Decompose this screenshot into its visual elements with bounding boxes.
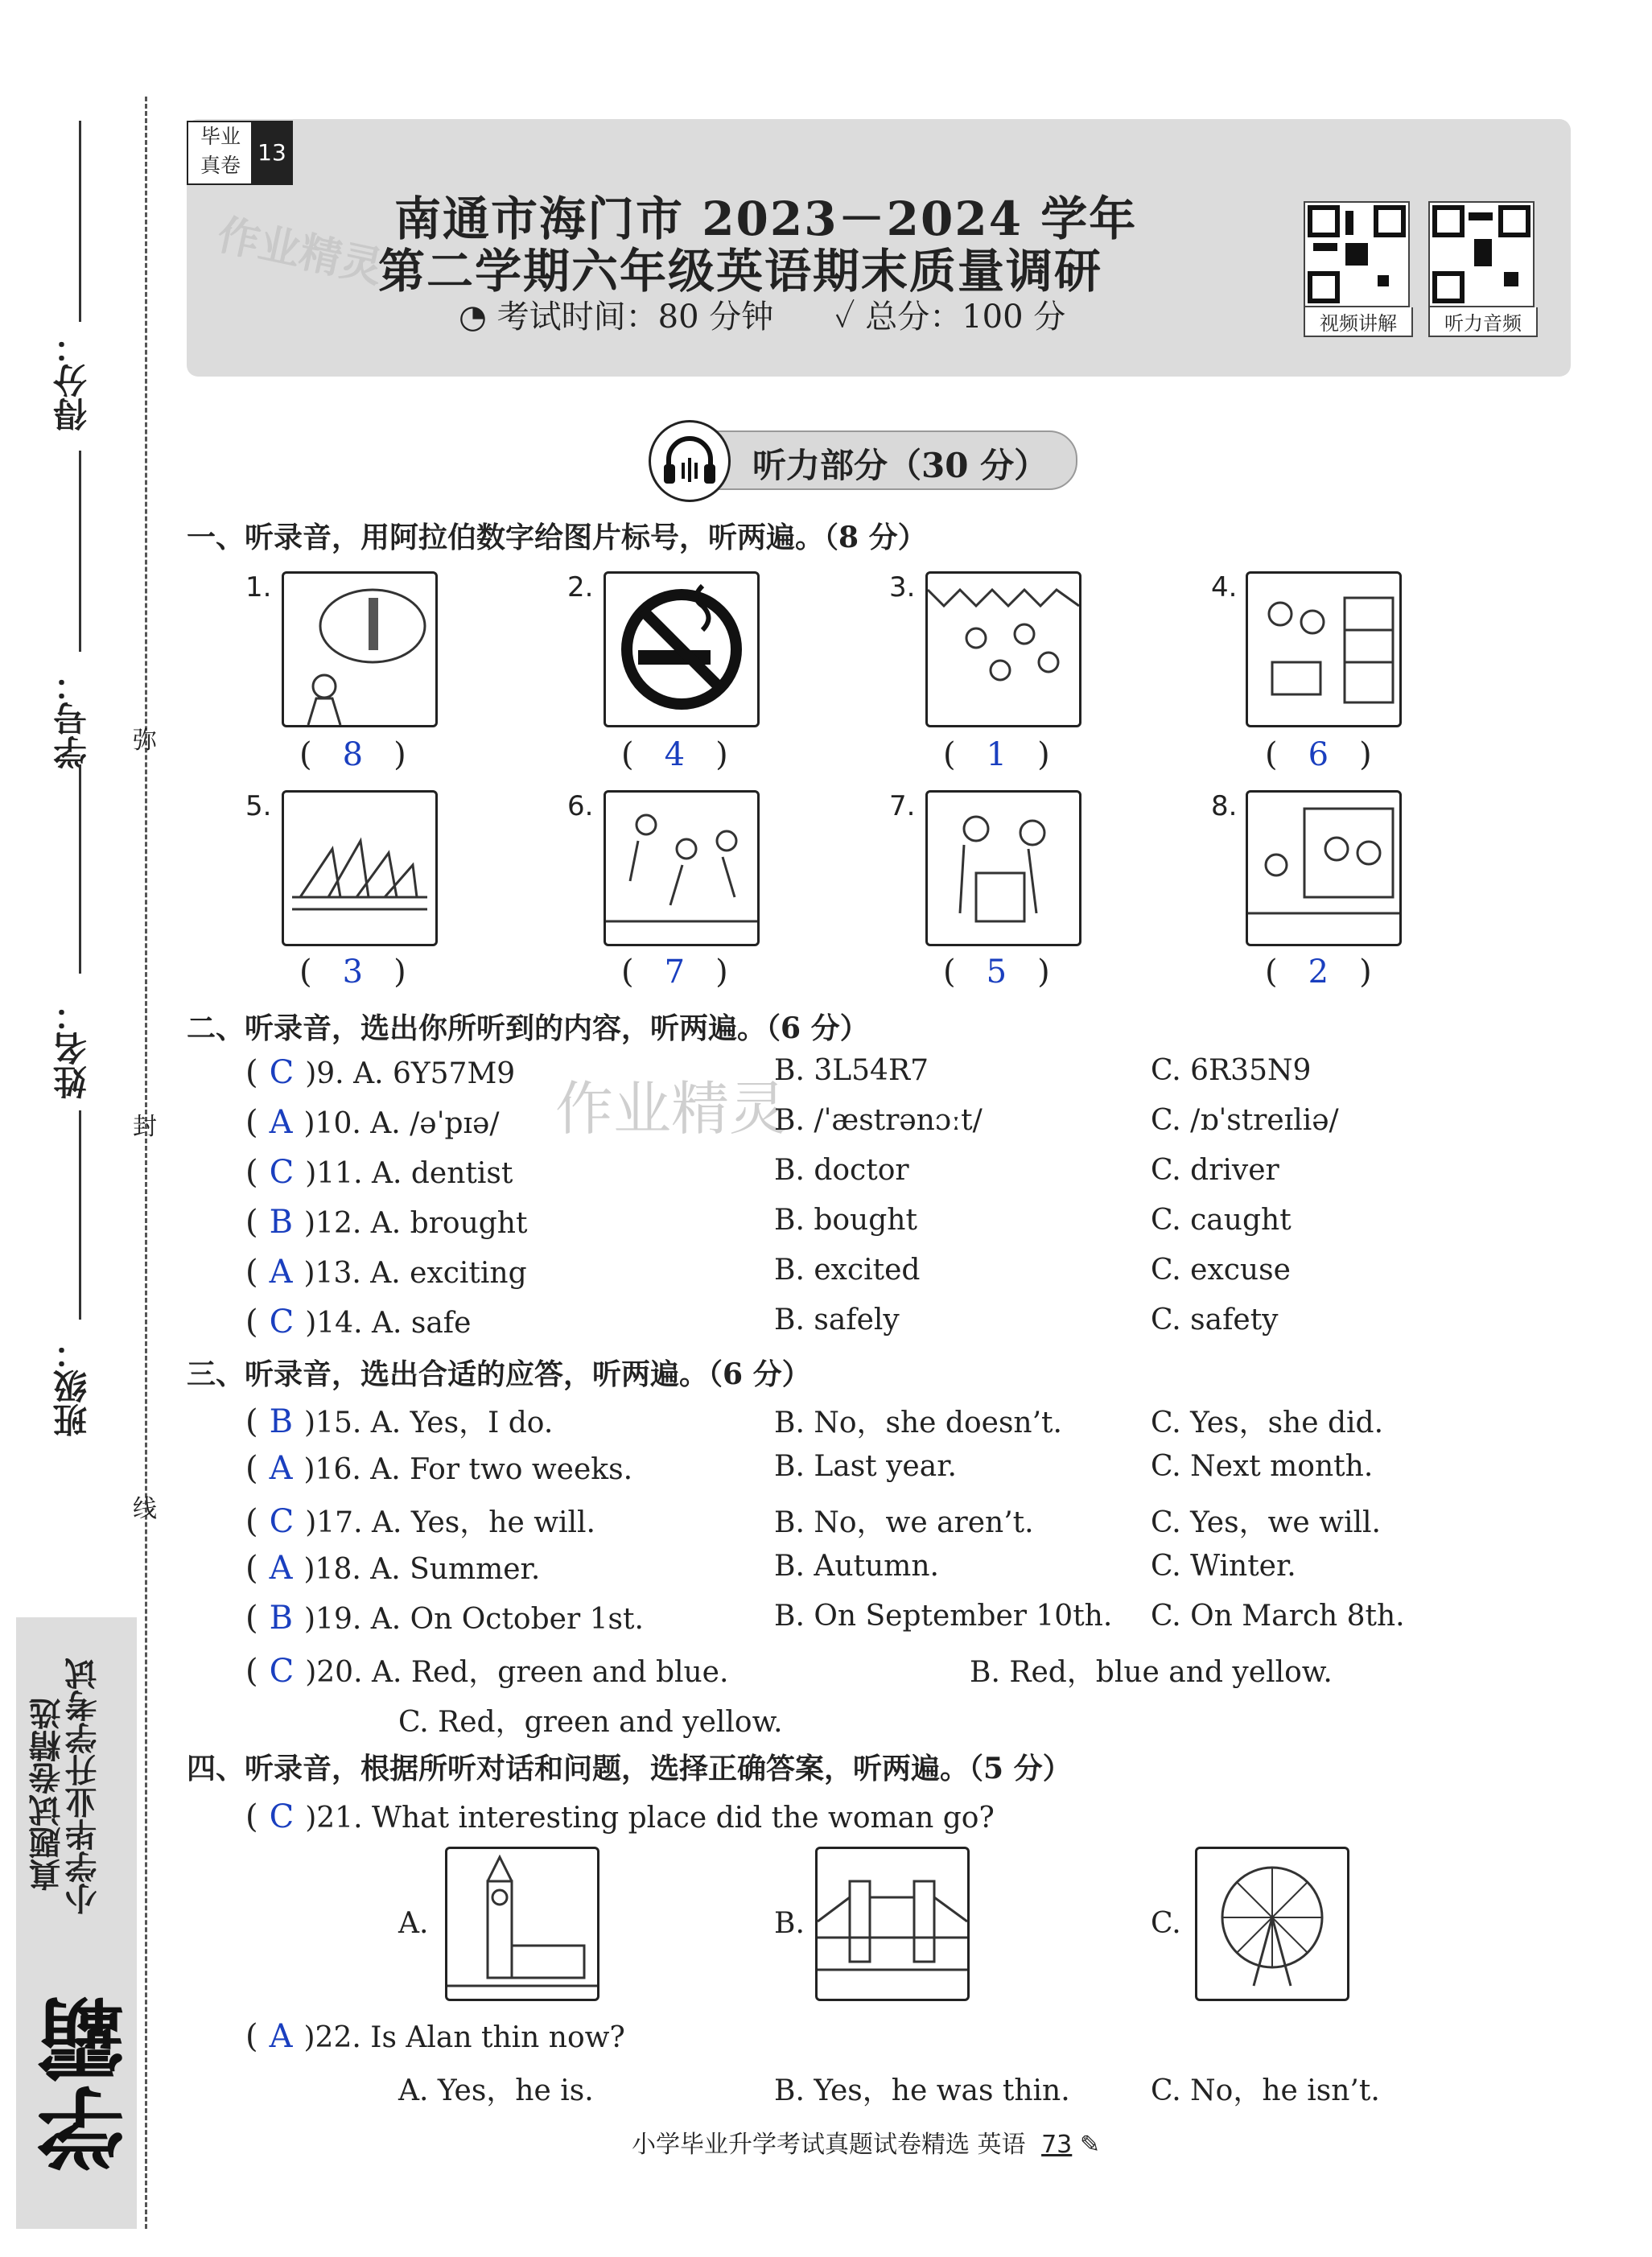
answer-value: A xyxy=(269,1254,293,1291)
class-label: 班级： xyxy=(52,1336,92,1437)
answer-value: B xyxy=(269,1403,294,1440)
option-b: B. Last year. xyxy=(774,1450,957,1483)
footer xyxy=(632,2124,1100,2160)
question-row: ( B )12. A. brought xyxy=(245,1204,528,1241)
answer-slot: ( 5 ) xyxy=(943,953,1050,991)
answer-value: C xyxy=(269,1054,295,1091)
option-c: C. caught xyxy=(1151,1204,1292,1237)
question-number: )20. xyxy=(305,1656,363,1689)
option-a: A. For two weeks. xyxy=(370,1453,633,1486)
score-blank xyxy=(79,121,81,322)
option-b: B. /ˈæstrənɔːt/ xyxy=(774,1104,983,1137)
option-a: A. dentist xyxy=(371,1157,513,1190)
item-number: 2. xyxy=(567,571,594,603)
option-c: C. xyxy=(1151,1907,1181,1940)
answer-value: C xyxy=(269,1503,295,1540)
option-a: A. 6Y57M9 xyxy=(353,1057,516,1090)
picture-big-ben xyxy=(445,1847,599,2001)
answer-value: 2 xyxy=(1308,953,1329,991)
option-c: C. /ɒˈstreɪliə/ xyxy=(1151,1104,1339,1137)
question-number: )14. xyxy=(305,1307,363,1340)
question-text: )22. Is Alan thin now? xyxy=(303,2021,625,2054)
answer-value: 1 xyxy=(986,736,1007,773)
picture-opera-house xyxy=(282,790,438,946)
picture-shopping xyxy=(1246,571,1402,727)
student-number-label: 学号： xyxy=(52,668,92,769)
answer-slot: ( 7 ) xyxy=(621,953,728,991)
question-number: )10. xyxy=(303,1107,361,1140)
question-number: )16. xyxy=(303,1453,361,1486)
qr-caption: 视频讲解 xyxy=(1304,307,1413,337)
option-a: A. Summer. xyxy=(370,1553,541,1586)
option-b: B. On September 10th. xyxy=(774,1600,1113,1633)
option-c: C. Yes，we will. xyxy=(1151,1506,1381,1539)
option-c: C. Red，green and yellow. xyxy=(398,1706,783,1739)
item-number: 5. xyxy=(245,790,272,822)
answer-value: 7 xyxy=(664,953,686,991)
seal-char: 弥 xyxy=(133,727,157,755)
option-a: A. xyxy=(398,1907,429,1940)
qr-audio[interactable] xyxy=(1428,201,1538,337)
question-text: )21. What interesting place did the woman go? xyxy=(305,1802,995,1835)
score-label: 得分： xyxy=(52,330,92,431)
item-number: 7. xyxy=(889,790,916,822)
answer-slot: ( 6 ) xyxy=(1265,736,1372,773)
badge-bottom: 真卷 xyxy=(200,154,241,177)
option-a: A. /əˈpɪə/ xyxy=(370,1107,500,1140)
option-b: B. No，we aren’t. xyxy=(774,1506,1034,1539)
qr-caption: 听力音频 xyxy=(1428,307,1538,337)
option-a: A. Red，green and blue. xyxy=(371,1656,729,1689)
exam-meta xyxy=(459,291,1065,337)
option-a: A. Yes，I do. xyxy=(370,1407,554,1439)
question-number: )17. xyxy=(305,1506,363,1539)
picture-party xyxy=(925,571,1081,727)
option-b: B. doctor xyxy=(774,1154,909,1187)
answer-slot: ( 8 ) xyxy=(299,736,406,773)
picture-race xyxy=(604,790,760,946)
question-row: ( C )21. What interesting place did the woman go? xyxy=(245,1798,995,1835)
answer-slot: ( 2 ) xyxy=(1265,953,1372,991)
option-b: B. xyxy=(774,1907,805,1940)
option-b: B. Red，blue and yellow. xyxy=(970,1656,1333,1689)
question-number: )15. xyxy=(304,1407,362,1439)
picture-dream-tower xyxy=(282,571,438,727)
answer-value: A xyxy=(269,1450,293,1487)
item-number: 8. xyxy=(1211,790,1238,822)
question-row: ( C )11. A. dentist xyxy=(245,1154,513,1191)
item-number: 1. xyxy=(245,571,272,603)
qr-code-icon xyxy=(1304,201,1410,307)
question-number: )11. xyxy=(305,1157,363,1190)
option-c: C. No，he isn’t. xyxy=(1151,2074,1380,2107)
pencil-icon: ✎ xyxy=(1079,2131,1100,2159)
option-b: B. Autumn. xyxy=(774,1550,939,1583)
brand-line2: 真题试卷精选 xyxy=(28,1698,66,1891)
fold-dashed-line xyxy=(145,97,147,2229)
answer-value: A xyxy=(269,2018,293,2055)
brand-logo-text: 学霸 xyxy=(36,1995,139,2173)
badge-top: 毕业 xyxy=(200,125,241,148)
answer-value: C xyxy=(269,1653,295,1690)
question-row: ( C )17. A. Yes，he will. xyxy=(245,1503,596,1540)
badge-label xyxy=(187,121,254,185)
answer-value: A xyxy=(269,1550,293,1587)
section-title: 听力部分（30 分） xyxy=(752,446,1048,485)
picture-cooking xyxy=(925,790,1081,946)
answer-slot: ( 1 ) xyxy=(943,736,1050,773)
answer-slot: ( 3 ) xyxy=(299,953,406,991)
part3-heading: 三、听录音，选出合适的应答，听两遍。（6 分） xyxy=(187,1357,811,1391)
option-b: B. 3L54R7 xyxy=(774,1054,929,1087)
part2-heading: 二、听录音，选出你所听到的内容，听两遍。（6 分） xyxy=(187,1011,869,1045)
watermark: 作业精灵 xyxy=(555,1075,788,1143)
answer-value: A xyxy=(269,1104,293,1141)
part1-heading: 一、听录音，用阿拉伯数字给图片标号，听两遍。（8 分） xyxy=(187,521,927,554)
option-c: C. Winter. xyxy=(1151,1550,1296,1583)
option-a: A. safe xyxy=(371,1307,472,1340)
answer-value: 4 xyxy=(664,736,686,773)
student-number-blank xyxy=(79,451,81,652)
question-number: )12. xyxy=(304,1207,362,1240)
answer-value: 6 xyxy=(1308,736,1329,773)
answer-value: 8 xyxy=(342,736,364,773)
option-b: B. bought xyxy=(774,1204,917,1237)
seal-char: 线 xyxy=(133,1495,157,1523)
question-row: ( A )13. A. exciting xyxy=(245,1254,527,1291)
option-b: B. excited xyxy=(774,1254,921,1287)
question-row: ( C )9. A. 6Y57M9 xyxy=(245,1054,516,1091)
answer-slot: ( 4 ) xyxy=(621,736,728,773)
question-row: ( A )18. A. Summer. xyxy=(245,1550,541,1587)
option-a: A. Yes，he will. xyxy=(371,1506,596,1539)
item-number: 3. xyxy=(889,571,916,603)
title-line2: 第二学期六年级英语期末质量调研 xyxy=(378,244,1103,299)
brand-line1: 小学毕业升学考试 xyxy=(64,1658,102,1915)
option-c: C. Yes，she did. xyxy=(1151,1407,1384,1439)
question-row: ( A )16. A. For two weeks. xyxy=(245,1450,633,1487)
answer-value: 5 xyxy=(986,953,1007,991)
question-number: )19. xyxy=(304,1603,362,1636)
check-icon: ✓ xyxy=(834,299,855,336)
option-a: A. exciting xyxy=(370,1257,527,1290)
question-number: )18. xyxy=(303,1553,361,1586)
clock-icon: ◔ xyxy=(459,299,487,336)
part4-heading: 四、听录音，根据所听对话和问题，选择正确答案，听两遍。（5 分） xyxy=(187,1752,1072,1785)
option-c: C. safety xyxy=(1151,1304,1279,1336)
picture-zoo xyxy=(1246,790,1402,946)
option-b: B. safely xyxy=(774,1304,900,1336)
option-c: C. driver xyxy=(1151,1154,1279,1187)
name-label: 姓名： xyxy=(52,998,92,1099)
question-row: ( B )19. A. On October 1st. xyxy=(245,1600,644,1637)
class-blank xyxy=(79,1110,81,1320)
option-a: A. brought xyxy=(370,1207,528,1240)
option-c: C. excuse xyxy=(1151,1254,1291,1287)
question-row: ( C )20. A. Red，green and blue. xyxy=(245,1653,729,1690)
question-number: )13. xyxy=(303,1257,361,1290)
exam-time: 考试时间：80 分钟 xyxy=(496,299,774,336)
footer-text: 小学毕业升学考试真题试卷精选 英语 xyxy=(632,2131,1026,2159)
headphones-icon xyxy=(649,420,731,502)
total-score: 总分：100 分 xyxy=(865,299,1066,336)
item-number: 4. xyxy=(1211,571,1238,603)
question-row: ( C )14. A. safe xyxy=(245,1304,472,1341)
option-c: C. 6R35N9 xyxy=(1151,1054,1312,1087)
page-number: 73 xyxy=(1041,2131,1073,2159)
item-number: 6. xyxy=(567,790,594,822)
answer-value: C xyxy=(269,1798,295,1835)
answer-value: C xyxy=(269,1304,295,1341)
question-number: )9. xyxy=(305,1057,344,1090)
picture-no-smoking xyxy=(604,571,760,727)
answer-value: B xyxy=(269,1204,294,1241)
name-blank xyxy=(79,764,81,974)
watermark: 作业精灵 xyxy=(212,209,388,293)
question-row: ( A )10. A. /əˈpɪə/ xyxy=(245,1104,500,1141)
question-row: ( A )22. Is Alan thin now? xyxy=(245,2018,625,2055)
seal-char: 封 xyxy=(133,1113,157,1141)
option-c: C. Next month. xyxy=(1151,1450,1374,1483)
badge-number: 13 xyxy=(251,121,293,185)
option-a: A. Yes，he is. xyxy=(398,2074,594,2107)
picture-tower-bridge xyxy=(815,1847,970,2001)
qr-code-icon xyxy=(1428,201,1535,307)
answer-value: 3 xyxy=(342,953,364,991)
title-line1: 南通市海门市 2023－2024 学年 xyxy=(394,192,1138,246)
option-c: C. On March 8th. xyxy=(1151,1600,1405,1633)
answer-value: C xyxy=(269,1154,295,1191)
qr-video[interactable] xyxy=(1304,201,1413,337)
option-a: A. On October 1st. xyxy=(370,1603,644,1636)
question-row: ( B )15. A. Yes，I do. xyxy=(245,1403,554,1440)
answer-value: B xyxy=(269,1600,294,1637)
option-b: B. Yes，he was thin. xyxy=(774,2074,1070,2107)
picture-london-eye xyxy=(1195,1847,1349,2001)
option-b: B. No，she doesn’t. xyxy=(774,1407,1062,1439)
